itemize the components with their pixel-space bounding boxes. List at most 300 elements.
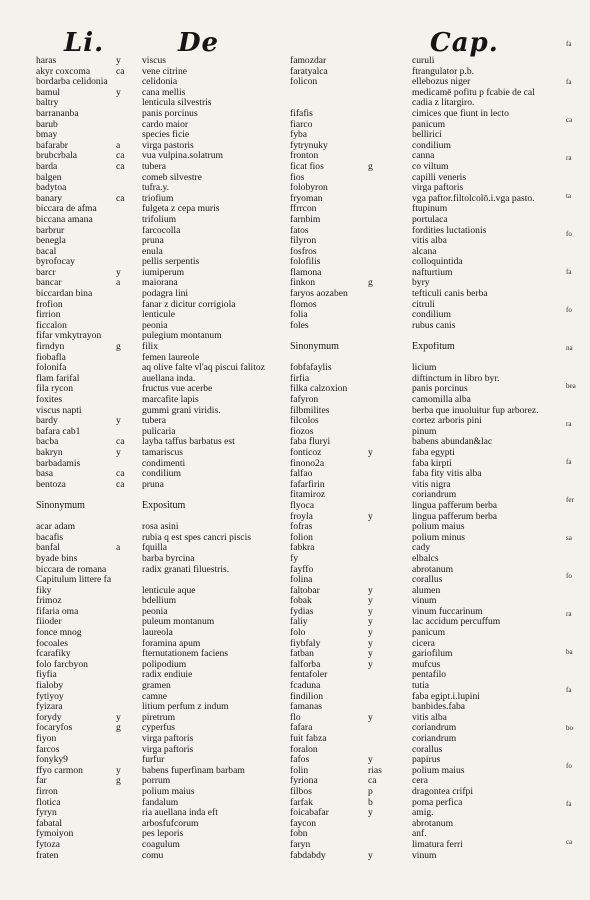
entry-row — [290, 194, 546, 205]
entry-term: faliy — [290, 617, 308, 628]
entry-meaning: canna — [412, 151, 435, 162]
entry-term: firron — [36, 786, 58, 797]
entry-mark: y — [368, 659, 373, 670]
entry-row — [36, 586, 272, 597]
entry-meaning: comu — [142, 850, 164, 861]
entry-meaning: bdellium — [142, 596, 177, 607]
entry-row — [36, 406, 272, 417]
entry-row — [290, 247, 546, 258]
entry-term: folicon — [290, 77, 318, 88]
entry-meaning: byry — [412, 278, 430, 289]
entry-meaning: faba egipt.i.lupini — [412, 691, 480, 702]
entry-term: flomos — [290, 299, 317, 310]
entry-meaning: condimenti — [142, 458, 186, 469]
entry-row — [36, 56, 272, 67]
entry-meaning: virga pastoris — [142, 140, 194, 151]
section-label-sinonymum: Sinonymum — [36, 500, 85, 511]
margin-fragment: fo — [566, 230, 572, 238]
entry-meaning: cadia z litargiro. — [412, 98, 475, 109]
entry-mark: y — [368, 712, 373, 723]
entry-meaning: furfur — [142, 755, 165, 766]
entry-meaning: faba kirpti — [412, 458, 452, 469]
page-header-chapter: Cap. — [430, 28, 499, 58]
entry-term: bmay — [36, 130, 58, 141]
entry-term: bafara cab1 — [36, 426, 81, 437]
entry-term: fifafis — [290, 108, 313, 119]
entry-meaning: alumen — [412, 585, 441, 596]
entry-mark: p — [368, 786, 373, 797]
entry-term: fyryn — [36, 808, 57, 819]
entry-term: faryos aozaben — [290, 289, 348, 300]
entry-meaning: camne — [142, 691, 168, 702]
entry-term: fryoman — [290, 193, 323, 204]
entry-term: farnbim — [290, 214, 321, 225]
entry-term: Capitulum littere fa — [36, 575, 112, 586]
adjacent-page-edge — [560, 40, 590, 900]
entry-row — [36, 745, 272, 756]
entry-meaning: condilium — [412, 140, 451, 151]
entry-meaning: pulegium montanum — [142, 331, 222, 342]
entry-row — [290, 162, 546, 173]
entry-mark: y — [116, 267, 121, 278]
entry-row — [36, 808, 272, 819]
entry-row — [36, 565, 272, 576]
entry-term: folo farcbyon — [36, 659, 88, 670]
entry-term: fiarco — [290, 119, 313, 130]
entry-meaning: enula — [142, 246, 163, 257]
entry-row — [36, 713, 272, 724]
entry-term: fraten — [36, 850, 59, 861]
entry-term: folobyron — [290, 183, 328, 194]
entry-row — [36, 734, 272, 745]
entry-row — [36, 617, 272, 628]
entry-meaning: pentafilo — [412, 670, 447, 681]
entry-meaning: maiorana — [142, 278, 178, 289]
entry-row — [290, 321, 546, 332]
entry-mark: a — [116, 543, 121, 554]
entry-term: barrananba — [36, 108, 79, 119]
entry-term: bordarba celidonia — [36, 77, 108, 88]
entry-term: fafara — [290, 723, 313, 734]
entry-meaning: viscus — [142, 56, 166, 66]
entry-meaning: tutia — [412, 681, 430, 692]
left-column — [36, 56, 272, 861]
entry-term: firfia — [290, 373, 310, 384]
entry-row — [290, 384, 546, 395]
entry-row — [290, 745, 546, 756]
entry-term: folo — [290, 628, 306, 639]
entry-meaning: babens fuperfinam barbam — [142, 765, 245, 776]
entry-term: bancar — [36, 278, 62, 289]
entry-term: falforba — [290, 659, 321, 670]
section-heading — [290, 342, 546, 353]
entry-row — [290, 639, 546, 650]
entry-term: bakryn — [36, 447, 63, 458]
entry-term: brubcrbala — [36, 151, 78, 162]
entry-meaning: coriandrum — [412, 723, 457, 734]
entry-row — [290, 575, 546, 586]
entry-term: baltry — [36, 98, 59, 109]
entry-term: faltobar — [290, 585, 320, 596]
entry-meaning: lenticula silvestris — [142, 98, 212, 109]
entry-meaning: gramen — [142, 681, 171, 692]
entry-term: akyr coxcoma — [36, 66, 91, 77]
entry-term: barub — [36, 119, 58, 130]
entry-meaning: panicum — [412, 628, 446, 639]
entry-mark: y — [368, 447, 373, 458]
entry-term: faba fluryi — [290, 437, 331, 448]
entry-meaning: condilium — [412, 310, 451, 321]
entry-meaning: lenticule aque — [142, 585, 196, 596]
entry-term: focoales — [36, 638, 68, 649]
entry-meaning: marcafite lapis — [142, 395, 199, 405]
page-header-book: Li. — [64, 28, 105, 58]
entry-row — [36, 596, 272, 607]
entry-meaning: radix granati filuestris. — [142, 564, 230, 575]
entry-term: haras — [36, 56, 57, 66]
margin-fragment: ca — [566, 838, 573, 846]
entry-row — [290, 204, 546, 215]
entry-row — [290, 257, 546, 268]
entry-term: benegla — [36, 236, 66, 247]
entry-term: filbos — [290, 786, 312, 797]
entry-term: biccara de romana — [36, 564, 107, 575]
entry-row — [290, 649, 546, 660]
entry-term: folin — [290, 765, 309, 776]
entry-meaning: coriandrum — [412, 490, 457, 501]
entry-mark: y — [116, 87, 121, 98]
entry-row — [290, 395, 546, 406]
entry-meaning: cortez arboris pini — [412, 416, 482, 427]
entry-row — [36, 310, 272, 321]
entry-term: fiozos — [290, 426, 314, 437]
entry-meaning: diftinctum in libro byr. — [412, 373, 500, 384]
entry-term: farcos — [36, 744, 60, 755]
entry-term: fcarafiky — [36, 649, 71, 660]
entry-row — [290, 215, 546, 226]
entry-term: ficat fios — [290, 161, 324, 172]
entry-term: fios — [290, 172, 305, 183]
entry-row — [290, 173, 546, 184]
entry-row — [36, 427, 272, 438]
entry-row — [290, 586, 546, 597]
entry-term: foles — [290, 320, 309, 331]
entry-mark: a — [116, 278, 121, 289]
entry-meaning: gummi grani viridis. — [142, 405, 221, 416]
entry-mark: y — [368, 617, 373, 628]
entry-row — [36, 342, 272, 353]
entry-meaning: babens abundan&lac — [412, 437, 493, 448]
entry-term: folonifa — [36, 363, 67, 374]
section-label-expositum: Expofitum — [412, 342, 455, 353]
entry-meaning: polium maius — [412, 765, 465, 776]
entry-row — [290, 851, 546, 862]
entry-row — [290, 469, 546, 480]
entry-meaning: vinum — [412, 596, 437, 607]
entry-row — [36, 194, 272, 205]
entry-term: fronton — [290, 151, 319, 162]
entry-meaning: poma perfica — [412, 797, 463, 808]
entry-meaning: portulaca — [412, 214, 448, 225]
entry-meaning: peonia — [142, 606, 168, 617]
entry-row — [290, 840, 546, 851]
entry-meaning: banbides.faba — [412, 702, 466, 713]
entry-meaning: cera — [412, 776, 428, 787]
entry-meaning: fordities luctationis — [412, 225, 487, 236]
entry-mark: ca — [368, 776, 377, 787]
entry-term: folia — [290, 310, 308, 321]
entry-term: froyla — [290, 511, 313, 522]
entry-meaning: species ficie — [142, 130, 190, 141]
entry-row — [290, 660, 546, 671]
entry-row — [36, 300, 272, 311]
entry-row — [290, 88, 546, 99]
entry-row — [36, 755, 272, 766]
entry-mark: y — [368, 755, 373, 766]
entry-term: fofras — [290, 522, 313, 533]
entry-row — [36, 98, 272, 109]
entry-row — [290, 766, 546, 777]
entry-row — [36, 226, 272, 237]
entry-term: fatban — [290, 649, 314, 660]
entry-term: barbrur — [36, 225, 65, 236]
entry-meaning: elbalcs — [412, 553, 439, 564]
entry-meaning: ftupinum — [412, 204, 448, 215]
margin-fragment: bea — [566, 382, 576, 390]
entry-row — [36, 363, 272, 374]
entry-term: frofion — [36, 299, 63, 310]
entry-row — [36, 268, 272, 279]
entry-term: fiobafla — [36, 352, 66, 363]
entry-meaning: panis porcinus — [142, 108, 198, 119]
entry-row — [290, 628, 546, 639]
margin-fragment: ba — [566, 648, 573, 656]
entry-term: ffrrcon — [290, 204, 317, 215]
entry-term: falfao — [290, 469, 313, 480]
entry-meaning: dragontea crifpi — [412, 786, 473, 797]
entry-row — [36, 151, 272, 162]
entry-term: faycon — [290, 818, 317, 829]
entry-row — [36, 215, 272, 226]
entry-meaning: triofium — [142, 193, 174, 204]
entry-term: fentafoler — [290, 670, 328, 681]
entry-row — [36, 480, 272, 491]
entry-mark: y — [368, 511, 373, 522]
margin-fragment: fa — [566, 458, 572, 466]
entry-meaning: cyperfus — [142, 723, 176, 734]
entry-meaning: cimices que fiunt in lecto — [412, 108, 509, 119]
entry-row — [290, 427, 546, 438]
entry-row — [290, 554, 546, 565]
entry-meaning: podagra lini — [142, 289, 189, 300]
entry-row — [36, 692, 272, 703]
entry-meaning: piretrum — [142, 712, 176, 723]
entry-term: fydias — [290, 606, 314, 617]
entry-row — [290, 776, 546, 787]
entry-meaning: curuli — [412, 56, 435, 66]
margin-fragment: sa — [566, 534, 572, 542]
entry-meaning: condilium — [142, 469, 181, 480]
entry-meaning: faba fity vitis alba — [412, 469, 482, 480]
entry-row — [36, 331, 272, 342]
entry-meaning: tamariscus — [142, 447, 184, 458]
entry-term: foralon — [290, 744, 318, 755]
margin-fragment: fa — [566, 686, 572, 694]
entry-row — [36, 448, 272, 459]
entry-row — [290, 596, 546, 607]
margin-fragment: bo — [566, 724, 573, 732]
entry-row — [290, 607, 546, 618]
entry-meaning: auellana inda. — [142, 373, 196, 384]
entry-row — [36, 459, 272, 470]
entry-row — [290, 543, 546, 554]
entry-row — [36, 681, 272, 692]
entry-row — [290, 56, 546, 67]
entry-meaning: trifolium — [142, 214, 177, 225]
entry-row — [36, 77, 272, 88]
entry-meaning: celidonia — [142, 77, 178, 88]
entry-row — [290, 226, 546, 237]
entry-row — [36, 416, 272, 427]
entry-term: byrofocay — [36, 257, 75, 268]
entry-row — [36, 173, 272, 184]
entry-row — [36, 702, 272, 713]
entry-term: findilion — [290, 691, 324, 702]
entry-row — [290, 702, 546, 713]
entry-meaning: peonia — [142, 320, 168, 331]
entry-row — [290, 490, 546, 501]
entry-row — [290, 67, 546, 78]
entry-term: fiybfaly — [290, 638, 321, 649]
entry-meaning: virga paftoris — [412, 183, 464, 194]
entry-row — [36, 723, 272, 734]
entry-row — [36, 851, 272, 862]
entry-row — [36, 130, 272, 141]
entry-meaning: licium — [412, 363, 437, 374]
entry-term: ffyo carmon — [36, 765, 83, 776]
section-label-expositum: Expositum — [142, 500, 186, 511]
entry-mark: g — [116, 723, 121, 734]
entry-mark: y — [368, 585, 373, 596]
entry-term: fymoiyon — [36, 829, 74, 840]
entry-row — [290, 120, 546, 131]
entry-row — [36, 278, 272, 289]
entry-row — [36, 660, 272, 671]
entry-meaning: polium maius — [412, 522, 465, 533]
entry-term: fy — [290, 553, 298, 564]
entry-meaning: foramina apum — [142, 638, 201, 649]
entry-row — [290, 512, 546, 523]
margin-fragment: na — [566, 344, 573, 352]
entry-meaning: comeb silvestre — [142, 172, 202, 183]
entry-meaning: cardo maior — [142, 119, 189, 130]
entry-meaning: fanar z dicitur corrigiola — [142, 299, 236, 310]
entry-meaning: fquilla — [142, 543, 168, 554]
entry-meaning: lenticule — [142, 310, 176, 321]
entry-meaning: lingua pafferum berba — [412, 511, 498, 522]
entry-term: fila rycon — [36, 384, 74, 395]
entry-row — [290, 289, 546, 300]
entry-row — [36, 141, 272, 152]
entry-meaning: cady — [412, 543, 431, 554]
entry-row — [36, 787, 272, 798]
entry-row — [290, 183, 546, 194]
margin-fragment: ra — [566, 420, 572, 428]
margin-fragment: fo — [566, 762, 572, 770]
entry-mark: y — [116, 447, 121, 458]
entry-term: fytoza — [36, 839, 60, 850]
entry-meaning: mufcus — [412, 659, 441, 670]
entry-term: flamona — [290, 267, 322, 278]
entry-row — [290, 300, 546, 311]
entry-mark: y — [368, 628, 373, 639]
entry-mark: g — [116, 342, 121, 353]
entry-term: barcr — [36, 267, 56, 278]
margin-fragment: ra — [566, 610, 572, 618]
entry-mark: ca — [116, 437, 125, 448]
entry-meaning: vene citrine — [142, 66, 188, 77]
entry-term: foxites — [36, 395, 63, 405]
entry-row — [290, 533, 546, 544]
entry-term: badytoa — [36, 183, 67, 194]
entry-meaning: abrotanum — [412, 818, 454, 829]
entry-term: filcolos — [290, 416, 319, 427]
entry-row — [290, 98, 546, 109]
entry-row — [36, 554, 272, 565]
entry-row — [36, 289, 272, 300]
entry-row — [290, 406, 546, 417]
entry-row — [36, 639, 272, 650]
entry-row — [36, 353, 272, 364]
entry-meaning: coagulum — [142, 839, 180, 850]
entry-meaning: colloquintida — [412, 257, 463, 268]
entry-row — [290, 723, 546, 734]
margin-fragment: ra — [566, 154, 572, 162]
entry-row — [36, 469, 272, 480]
entry-meaning: tefticuli canis berba — [412, 289, 488, 300]
entry-term: faratyalca — [290, 66, 328, 77]
entry-mark: y — [368, 596, 373, 607]
entry-meaning: fructus vue acerbe — [142, 384, 213, 395]
entry-row — [290, 522, 546, 533]
entry-row — [290, 416, 546, 427]
entry-term: fobfafaylis — [290, 363, 332, 374]
entry-row — [36, 67, 272, 78]
entry-term: fiioder — [36, 617, 62, 628]
entry-meaning: pruna — [142, 236, 164, 247]
entry-term: foicabafar — [290, 808, 329, 819]
entry-term: fafyron — [290, 395, 319, 405]
entry-row — [290, 565, 546, 576]
entry-mark: y — [368, 606, 373, 617]
entry-row — [36, 819, 272, 830]
entry-meaning: virga paftoris — [142, 734, 194, 744]
entry-row — [290, 713, 546, 724]
entry-meaning: farcocolla — [142, 225, 181, 236]
entry-mark: rias — [368, 765, 382, 776]
entry-row — [36, 120, 272, 131]
section-heading — [36, 501, 272, 512]
entry-row — [36, 109, 272, 120]
margin-fragment: fa — [566, 800, 572, 808]
entry-row — [290, 268, 546, 279]
entry-meaning: limatura ferri — [412, 839, 463, 850]
entry-row — [290, 363, 546, 374]
entry-meaning: puleum montanum — [142, 617, 215, 628]
entry-meaning: vitis nigra — [412, 479, 451, 490]
entry-term: fytrynuky — [290, 140, 328, 151]
entry-row — [36, 840, 272, 851]
